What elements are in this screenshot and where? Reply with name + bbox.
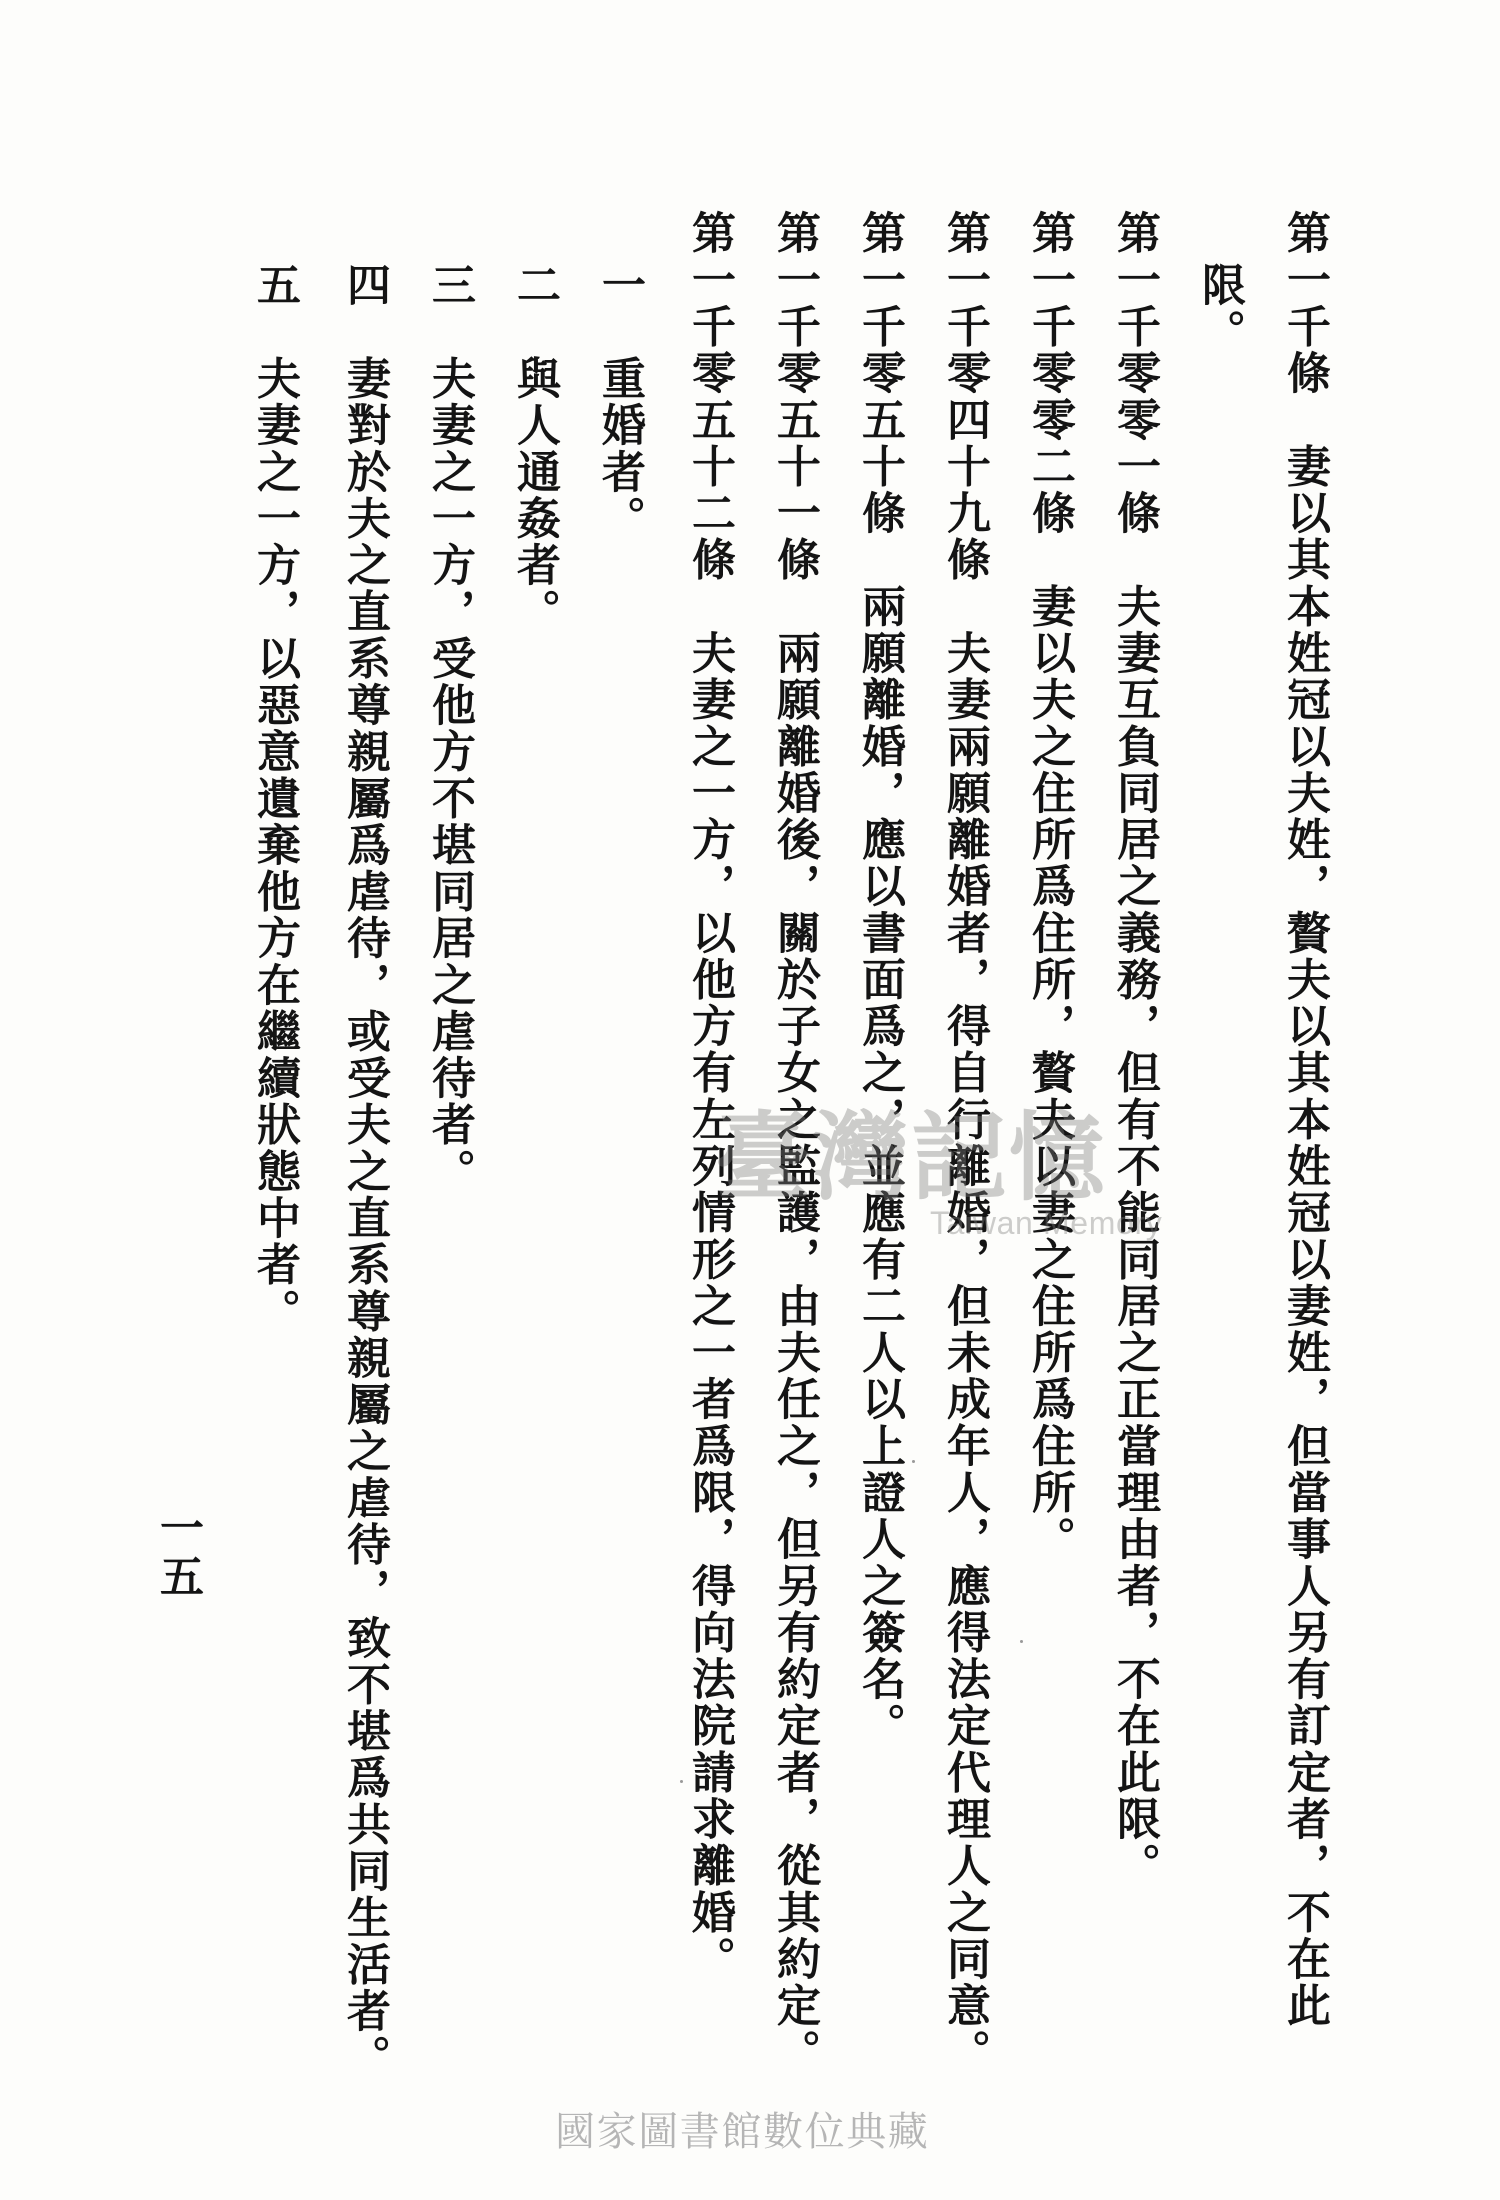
article-1051: 第一千零五十一條 兩願離婚後，關於子女之監護，由夫任之，但另有約定者，從其約定。 (769, 210, 820, 2076)
clause-2: 二 與人通姦者。 (509, 262, 560, 636)
scan-speck (912, 1460, 915, 1463)
clause-3: 三 夫妻之一方，受他方不堪同居之虐待者。 (424, 262, 475, 1195)
article-1050: 第一千零五十條 兩願離婚，應以書面爲之，並應有二人以上證人之簽名。 (854, 210, 905, 1750)
clause-5: 五 夫妻之一方，以惡意遺棄他方在繼續狀態中者。 (249, 262, 300, 1335)
article-1052: 第一千零五十二條 夫妻之一方，以他方有左列情形之一者爲限，得向法院請求離婚。 (684, 210, 735, 1983)
watermark-sub-text: Taiwan Memory (930, 1205, 1163, 1241)
page-number: 一五 (152, 1505, 203, 1602)
article-1001: 第一千零零一條 夫妻互負同居之義務，但有不能同居之正當理由者，不在此限。 (1109, 210, 1160, 1890)
article-1049: 第一千零四十九條 夫妻兩願離婚者，得自行離婚，但未成年人，應得法定代理人之同意。 (939, 210, 990, 2076)
clause-1: 一 重婚者。 (594, 262, 645, 542)
scan-speck (680, 1780, 683, 1783)
article-1000: 第一千條 妻以其本姓冠以夫姓，贅夫以其本姓冠以妻姓，但當事人另有訂定者，不在此 (1279, 210, 1330, 2029)
library-stamp: 國家圖書館數位典藏 (555, 2109, 930, 2155)
scan-speck (1020, 1640, 1023, 1643)
clause-4: 四 妻對於夫之直系尊親屬爲虐待，或受夫之直系尊親屬之虐待，致不堪爲共同生活者。 (339, 262, 390, 2081)
watermark-main-text: 臺灣記憶 (715, 1101, 1107, 1214)
article-1002: 第一千零零二條 妻以夫之住所爲住所，贅夫以妻之住所爲住所。 (1024, 210, 1075, 1563)
article-1000-continuation: 限。 (1194, 262, 1245, 356)
